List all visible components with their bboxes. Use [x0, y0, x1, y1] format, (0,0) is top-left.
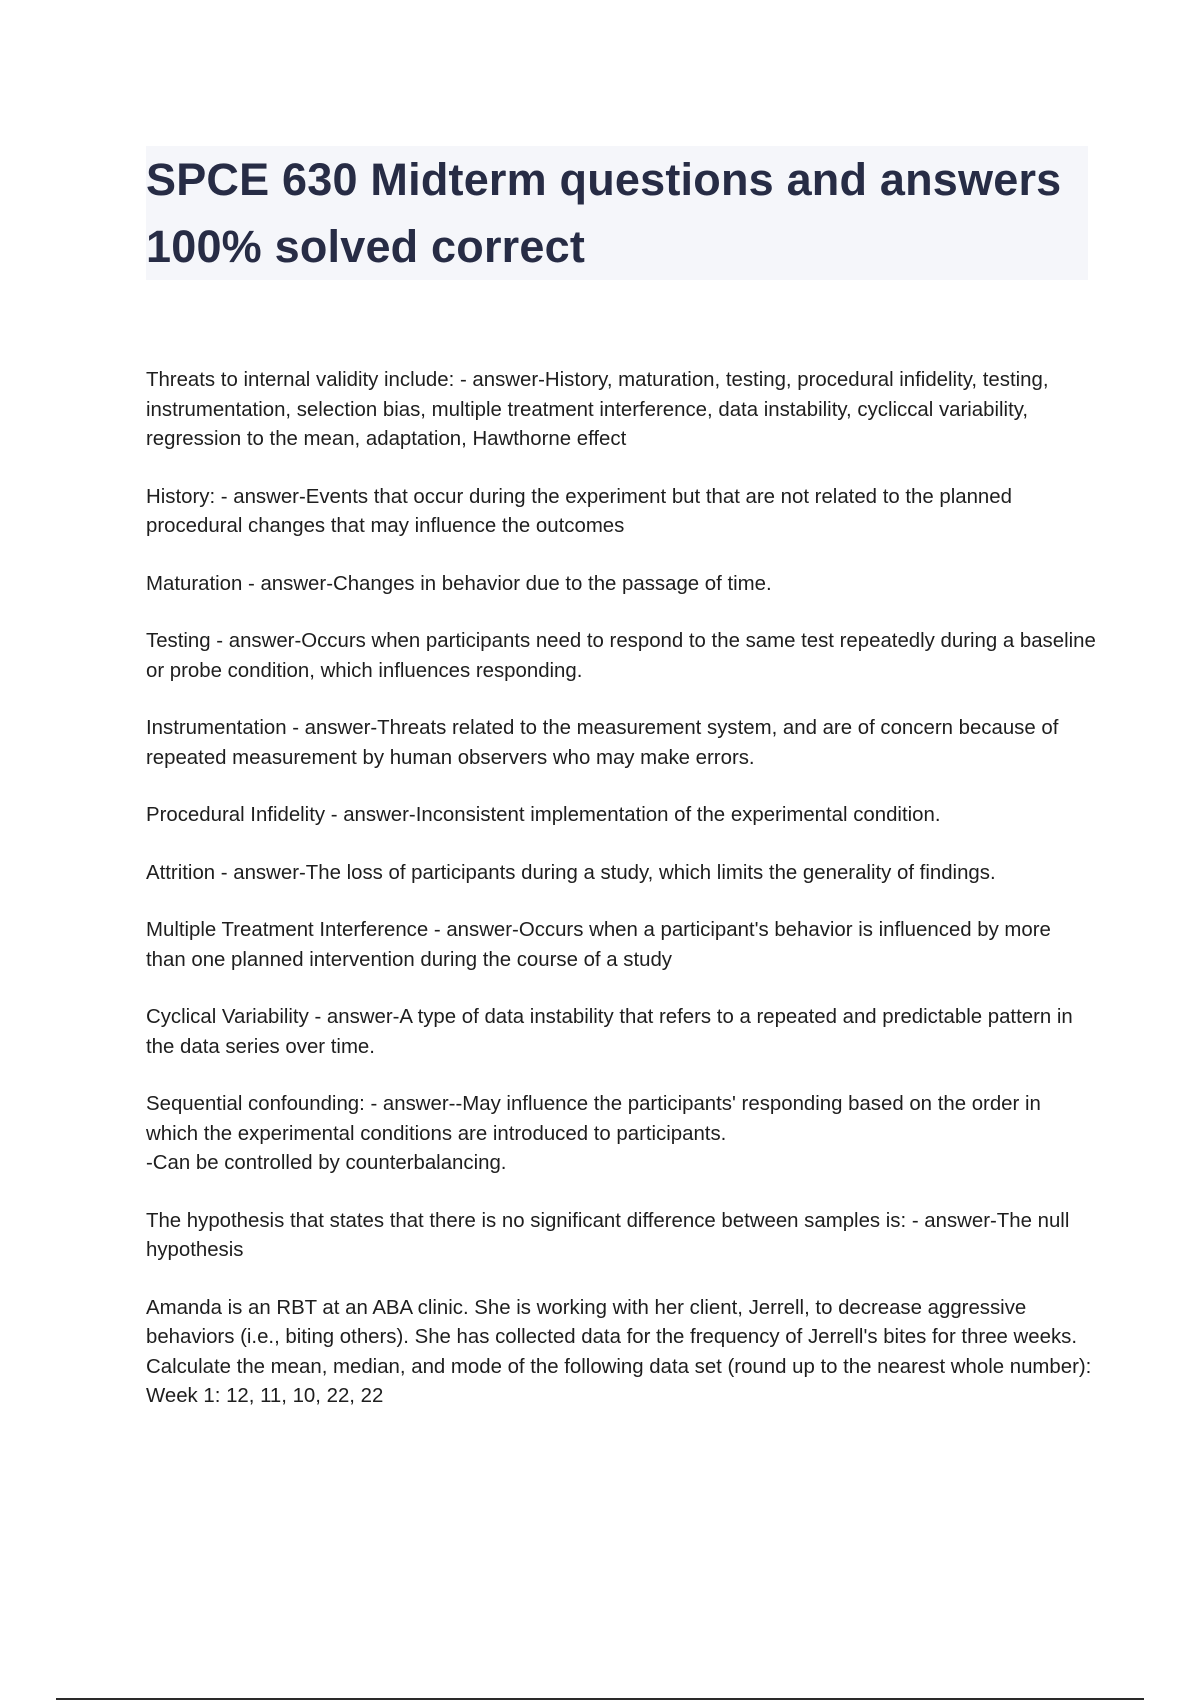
- qa-item-history: History: - answer-Events that occur during the experiment but that are not related to the planned procedural changes that may influence the outcomes: [146, 485, 1018, 537]
- qa-item-attrition: Attrition - answer-The loss of participants during a study, which limits the generality of findings.: [146, 861, 996, 884]
- qa-item-testing: Testing - answer-Occurs when participants need to respond to the same test repeatedly during a baseline or probe condition, which influences responding.: [146, 630, 1102, 682]
- qa-item-multiple-treatment-interference: Multiple Treatment Interference - answer-Occurs when a participant's behavior is influenced by more than one planned intervention during the course of a study: [146, 919, 1057, 971]
- qa-item-procedural-infidelity: Procedural Infidelity - answer-Inconsistent implementation of the experimental condition.: [146, 804, 941, 826]
- title-banner: [146, 146, 1088, 280]
- qa-list: [146, 366, 1102, 1440]
- page-title: SPCE 630 Midterm questions and answers 100% solved correct: [146, 154, 1062, 272]
- qa-item-threats-internal-validity: Threats to internal validity include: - answer-History, maturation, testing, procedural infidelity, testing, instrumentation, selection bias, multiple treatment interference, data instability, cycliccal variability, regression to the mean, adaptation, Hawthorne effect: [146, 369, 1055, 450]
- qa-item-sequential-confounding: Sequential confounding: - answer--May influence the participants' responding based on the order in which the experimental conditions are introduced to participants. -Can be controlled by counterbalancing.: [146, 1093, 1041, 1174]
- qa-item-instrumentation: Instrumentation - answer-Threats related to the measurement system, and are of concern because of repeated measurement by human observers who may make errors.: [146, 717, 1065, 769]
- qa-item-maturation: Maturation - answer-Changes in behavior due to the passage of time.: [146, 572, 772, 595]
- qa-item-cyclical-variability: Cyclical Variability - answer-A type of data instability that refers to a repeated and predictable pattern in the data series over time.: [146, 1006, 1079, 1058]
- qa-item-null-hypothesis: The hypothesis that states that there is no significant difference between samples is: - answer-The null hypothesis: [146, 1209, 1076, 1261]
- qa-item-amanda-rbt-question: Amanda is an RBT at an ABA clinic. She is working with her client, Jerrell, to decrease aggressive behaviors (i.e., biting others). She has collected data for the frequency of Jerrell's bites for three weeks. Calculate the mean, median, and mode of the following data set (round up to the nearest whole number): Week 1: 12, 11, 10, 22, 22: [146, 1296, 1092, 1407]
